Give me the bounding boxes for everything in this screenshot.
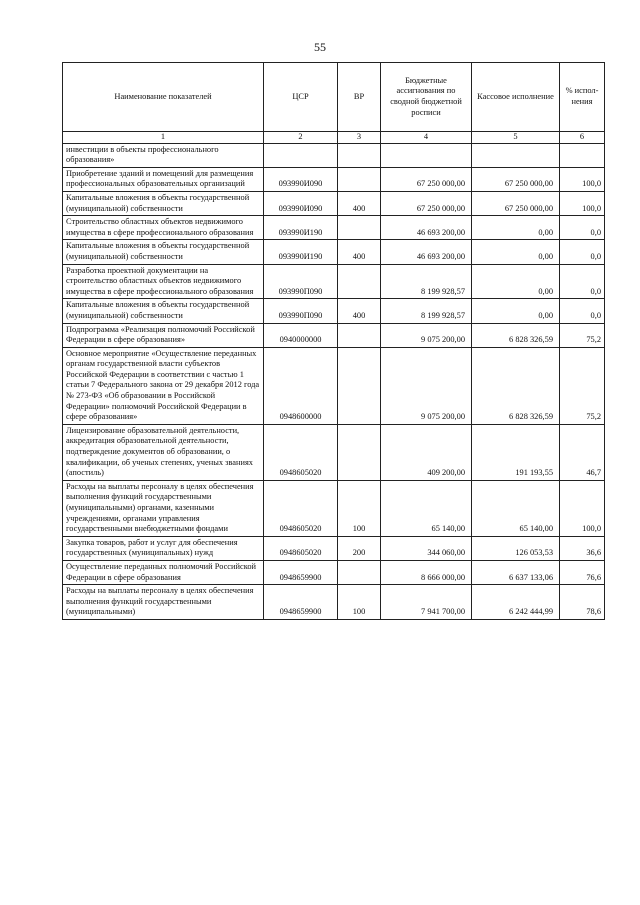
execution-percent [560, 143, 605, 167]
vr-code [338, 347, 381, 424]
vr-code [338, 264, 381, 299]
execution-percent: 0,0 [560, 264, 605, 299]
cash-execution [472, 143, 560, 167]
csr-code: 093990И090 [264, 191, 338, 215]
csr-code: 0948600000 [264, 347, 338, 424]
indicator-name: Капитальные вложения в объекты государственной (муниципальной) собственности [63, 240, 264, 264]
cash-execution: 6 637 133,06 [472, 560, 560, 584]
csr-code [264, 143, 338, 167]
table-row [63, 299, 605, 323]
execution-percent: 0,0 [560, 240, 605, 264]
table-row [63, 323, 605, 347]
indicator-name: Приобретение зданий и помещений для размещения профессиональных образовательных организаций [63, 167, 264, 191]
execution-percent: 46,7 [560, 424, 605, 480]
column-number-row [63, 132, 605, 144]
execution-percent: 100,0 [560, 191, 605, 215]
cash-execution: 191 193,55 [472, 424, 560, 480]
indicator-name: инвестиции в объекты профессионального образования» [63, 143, 264, 167]
table-row [63, 191, 605, 215]
budget-amount: 9 075 200,00 [381, 347, 472, 424]
cash-execution: 6 828 326,59 [472, 323, 560, 347]
indicator-name: Закупка товаров, работ и услуг для обеспечения государственных (муниципальных) нужд [63, 536, 264, 560]
header-name: Наименование показателей [63, 63, 264, 132]
csr-code: 0948605020 [264, 480, 338, 536]
table-header-row [63, 63, 605, 132]
table-row [63, 536, 605, 560]
budget-amount: 65 140,00 [381, 480, 472, 536]
header-percent: % испол-нения [560, 63, 605, 132]
csr-code: 0940000000 [264, 323, 338, 347]
csr-code: 093990П090 [264, 264, 338, 299]
header-budget: Бюджетные ассигнования по сводной бюджетной росписи [381, 63, 472, 132]
cash-execution: 0,00 [472, 240, 560, 264]
table-row [63, 560, 605, 584]
budget-amount: 8 199 928,57 [381, 299, 472, 323]
budget-amount: 7 941 700,00 [381, 585, 472, 620]
execution-percent: 100,0 [560, 167, 605, 191]
execution-percent: 100,0 [560, 480, 605, 536]
table-row [63, 143, 605, 167]
execution-percent: 75,2 [560, 323, 605, 347]
vr-code [338, 143, 381, 167]
indicator-name: Разработка проектной документации на строительство областных объектов недвижимого имущества в сфере профессионального образования [63, 264, 264, 299]
cash-execution: 0,00 [472, 264, 560, 299]
column-number: 2 [264, 132, 338, 144]
csr-code: 093990И090 [264, 167, 338, 191]
budget-amount: 46 693 200,00 [381, 240, 472, 264]
cash-execution: 126 053,53 [472, 536, 560, 560]
budget-amount: 46 693 200,00 [381, 216, 472, 240]
execution-percent: 78,6 [560, 585, 605, 620]
csr-code: 093990И190 [264, 216, 338, 240]
column-number: 1 [63, 132, 264, 144]
budget-amount: 409 200,00 [381, 424, 472, 480]
vr-code: 400 [338, 191, 381, 215]
indicator-name: Строительство областных объектов недвижимого имущества в сфере профессионального образования [63, 216, 264, 240]
budget-amount: 344 060,00 [381, 536, 472, 560]
indicator-name: Капитальные вложения в объекты государственной (муниципальной) собственности [63, 191, 264, 215]
cash-execution: 65 140,00 [472, 480, 560, 536]
vr-code [338, 560, 381, 584]
budget-amount: 8 666 000,00 [381, 560, 472, 584]
cash-execution: 67 250 000,00 [472, 167, 560, 191]
table-row [63, 424, 605, 480]
vr-code: 100 [338, 480, 381, 536]
indicator-name: Расходы на выплаты персоналу в целях обеспечения выполнения функций государственными (муниципальными) органами, казенными учреждениями, органами управления государственными внебюджетными фондами [63, 480, 264, 536]
budget-amount: 67 250 000,00 [381, 191, 472, 215]
table-row [63, 347, 605, 424]
table-body [63, 143, 605, 619]
csr-code: 0948659900 [264, 585, 338, 620]
cash-execution: 6 242 444,99 [472, 585, 560, 620]
table-row [63, 216, 605, 240]
csr-code: 093990И190 [264, 240, 338, 264]
execution-percent: 75,2 [560, 347, 605, 424]
table-row [63, 240, 605, 264]
budget-amount: 67 250 000,00 [381, 167, 472, 191]
vr-code: 100 [338, 585, 381, 620]
vr-code [338, 216, 381, 240]
vr-code: 400 [338, 240, 381, 264]
csr-code: 0948605020 [264, 536, 338, 560]
column-number: 5 [472, 132, 560, 144]
budget-amount: 8 199 928,57 [381, 264, 472, 299]
csr-code: 0948605020 [264, 424, 338, 480]
header-vr: ВР [338, 63, 381, 132]
vr-code [338, 167, 381, 191]
budget-amount: 9 075 200,00 [381, 323, 472, 347]
vr-code [338, 323, 381, 347]
budget-execution-table [62, 62, 605, 620]
csr-code: 093990П090 [264, 299, 338, 323]
indicator-name: Подпрограмма «Реализация полномочий Российской Федерации в сфере образования» [63, 323, 264, 347]
indicator-name: Капитальные вложения в объекты государственной (муниципальной) собственности [63, 299, 264, 323]
header-cash: Кассовое исполнение [472, 63, 560, 132]
cash-execution: 6 828 326,59 [472, 347, 560, 424]
csr-code: 0948659900 [264, 560, 338, 584]
column-number: 4 [381, 132, 472, 144]
execution-percent: 76,6 [560, 560, 605, 584]
indicator-name: Расходы на выплаты персоналу в целях обеспечения выполнения функций государственными (муниципальными) [63, 585, 264, 620]
budget-amount [381, 143, 472, 167]
table-row [63, 480, 605, 536]
table-row [63, 264, 605, 299]
cash-execution: 0,00 [472, 216, 560, 240]
table-row [63, 167, 605, 191]
vr-code: 200 [338, 536, 381, 560]
execution-percent: 0,0 [560, 299, 605, 323]
indicator-name: Основное мероприятие «Осуществление переданных органам государственной власти субъектов Российской Федерации в соответствии с частью 1 статьи 7 Федерального закона от 29 декабря 2012 года № 273-ФЗ «Об образовании в Российской Федерации» полномочий Российской Федерации в сфере образования» [63, 347, 264, 424]
table-row [63, 585, 605, 620]
indicator-name: Лицензирование образовательной деятельности, аккредитация образовательной деятельности, подтверждение документов об образовании, о квалификации, об ученых степенях, ученых званиях (апостиль) [63, 424, 264, 480]
cash-execution: 67 250 000,00 [472, 191, 560, 215]
column-number: 3 [338, 132, 381, 144]
vr-code [338, 424, 381, 480]
header-csr: ЦСР [264, 63, 338, 132]
column-number: 6 [560, 132, 605, 144]
execution-percent: 0,0 [560, 216, 605, 240]
vr-code: 400 [338, 299, 381, 323]
execution-percent: 36,6 [560, 536, 605, 560]
indicator-name: Осуществление переданных полномочий Российской Федерации в сфере образования [63, 560, 264, 584]
page-number: 55 [314, 40, 326, 54]
cash-execution: 0,00 [472, 299, 560, 323]
